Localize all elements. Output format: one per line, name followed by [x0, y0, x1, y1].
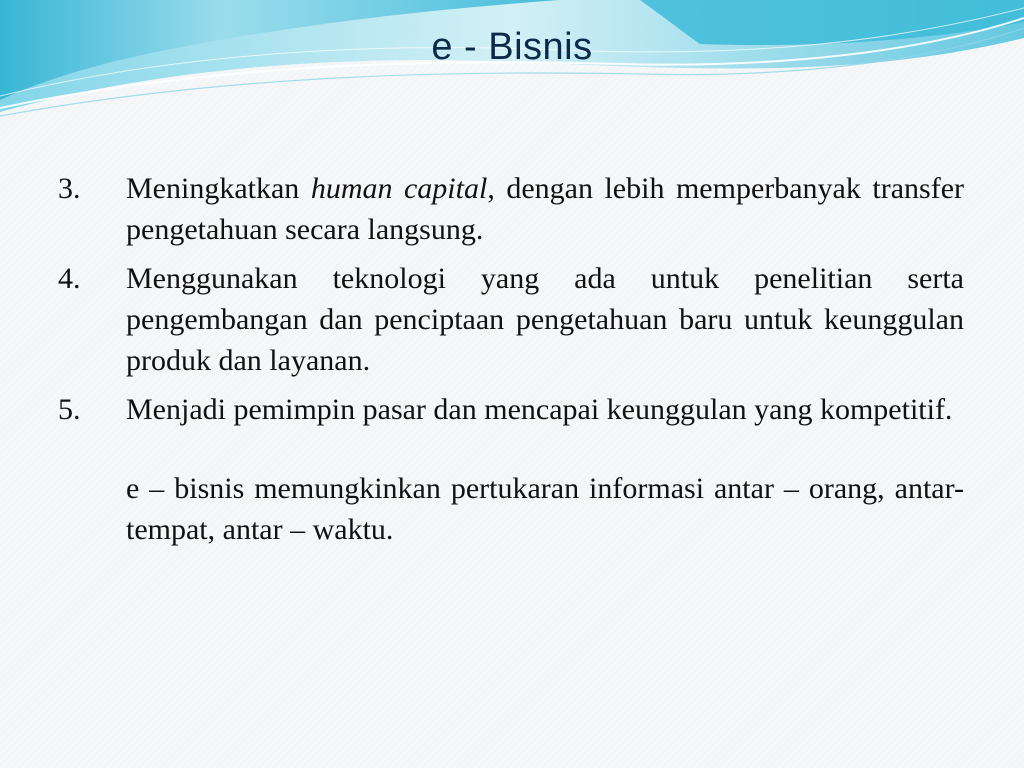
summary-note: e – bisnis memungkinkan pertukaran informasi antar – orang, antar- tempat, antar – waktu.: [126, 472, 964, 546]
slide-content: [58, 168, 964, 550]
list-item: [58, 168, 964, 250]
slide-title: e - Bisnis: [431, 26, 593, 68]
list-text: Menjadi pemimpin pasar dan mencapai keunggulan yang kompetitif.: [126, 393, 953, 426]
list-text-part: Meningkatkan: [126, 172, 311, 205]
list-number: 4.: [58, 262, 81, 295]
list-number: 5.: [58, 393, 81, 426]
list-number: 3.: [58, 172, 81, 205]
list-text: [126, 168, 964, 250]
list-item: [58, 258, 964, 381]
list-item: [58, 389, 964, 430]
list-text-part: , dengan lebih memperbanyak transfer pengetahuan secara langsung.: [126, 172, 964, 246]
italic-term: human capital: [310, 172, 488, 205]
list-text: Menggunakan teknologi yang ada untuk penelitian serta pengembangan dan penciptaan pengetahuan baru untuk keunggulan produk dan layanan.: [126, 262, 964, 377]
